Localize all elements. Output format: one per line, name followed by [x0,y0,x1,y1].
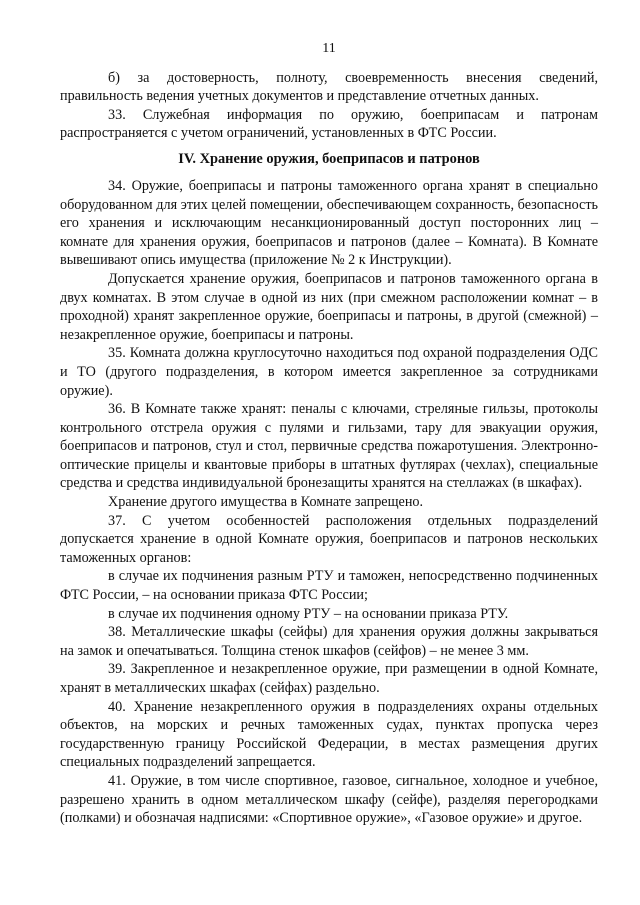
paragraph-39: 39. Закрепленное и незакрепленное оружие, при размещении в одной Комнате, хранят в металлических шкафах (сейфах) раздельно. [60,661,598,696]
paragraph-37-case-2: в случае их подчинения одному РТУ – на основании приказа РТУ. [108,605,509,622]
paragraph-37: 37. С учетом особенностей расположения отдельных подразделений допускается хранение в одной Комнате оружия, боеприпасов и патронов нескольких таможенных органов: [60,512,598,566]
paragraph-36-cont: Хранение другого имущества в Комнате запрещено. [108,494,424,511]
paragraph-38: 38. Металлические шкафы (сейфы) для хранения оружия должны закрываться на замок и опечатываться. Толщина стенок шкафов (сейфов) – не менее 3 мм. [60,624,598,659]
paragraph-b: б) за достоверность, полноту, своевременность внесения сведений, правильность ведения учетных документов и представление отчетных данных. [60,69,598,105]
paragraph-35: 35. Комната должна круглосуточно находиться под охраной подразделения ОДС и ТО (другого подразделения, в котором имеется закрепленное за сотрудниками оружие). [60,345,598,399]
paragraph-34: 34. Оружие, боеприпасы и патроны таможенного органа хранят в специально оборудованном для этих целей помещении, обеспечивающем сохранность, безопасность его хранения и исключающим несанкционированный доступ посторонних лиц – комнате для хранения оружия, боеприпасов и патронов (далее – Комната). В Комнате вывешивают опись имущества (приложение № 2 к Инструкции). [60,177,598,269]
document-page [60,40,598,828]
paragraph-40: 40. Хранение незакрепленного оружия в подразделениях охраны отдельных объектов, на морских и речных таможенных судах, пунктах пропуска через государственную границу Российской Федерации, в местах размещения других специальных подразделений запрещается. [60,698,598,771]
section-title: IV. Хранение оружия, боеприпасов и патронов [178,150,480,167]
paragraph-33: 33. Служебная информация по оружию, боеприпасам и патронам распространяется с учетом ограничений, установленных в ФТС России. [60,106,598,142]
paragraph-36: 36. В Комнате также хранят: пеналы с ключами, стреляные гильзы, протоколы контрольного отстрела оружия с пулями и гильзами, тару для эвакуации оружия, боеприпасов и патронов, стул и стол, первичные средства пожаротушения. Электронно-оптические прицелы и квантовые приборы в штатных футлярах (чехлах), специальные средства и средства индивидуальной бронезащиты хранятся на стеллажах (в шкафах). [60,401,598,492]
paragraph-37-case-1: в случае их подчинения разным РТУ и таможен, непосредственно подчиненных ФТС России, – на основании приказа ФТС России; [60,568,598,604]
page-number: 11 [322,41,336,56]
paragraph-34-cont: Допускается хранение оружия, боеприпасов и патронов таможенного органа в двух комнатах. В этом случае в одной из них (при смежном расположении комнат – в проходной) хранят закрепленное оружие, боеприпасы и патроны, в другой (смежной) – незакрепленное оружие, боеприпасы и патроны. [60,270,598,343]
paragraph-41: 41. Оружие, в том числе спортивное, газовое, сигнальное, холодное и учебное, разрешено хранить в одном металлическом шкафу (сейфе), разделяя перегородками (полками) и обозначая надписями: «Спортивное оружие», «Газовое оружие» и другое. [60,772,598,827]
